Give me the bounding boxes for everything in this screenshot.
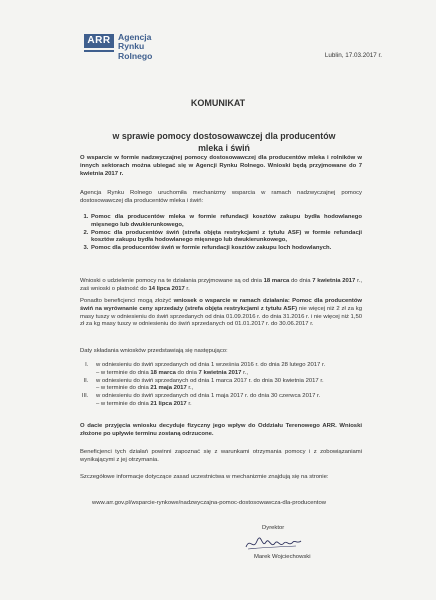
dates-period: w odniesieniu do świń sprzedanych od dnia 1 września 2016 r. do dnia 28 lutego 2017 r. — [96, 362, 326, 368]
asf-measure: wniosek o wsparcie w ramach działania: Pomoc dla producentów świń na wyrównanie ceny sprzedaży (strefa objęta restrykcjami z tytułu ASF) — [80, 298, 362, 312]
asf-text: Ponadto beneficjenci mogą złożyć — [80, 298, 174, 304]
dates-date: 21 lipca 2017 — [150, 400, 187, 407]
dates-period: w odniesieniu do świń sprzedanych od dnia 1 marca 2017 r. do dnia 30 kwietnia 2017 r. — [96, 377, 324, 384]
signatory-role: Dyrektor — [262, 525, 285, 531]
mechanisms-intro: Agencja Rynku Rolnego uruchomiła mechanizmy wsparcia w ramach nadzwyczajnej pomocy dostosowawczej dla producentów mleka i świń: — [80, 190, 362, 204]
deadline-date: 7 kwietnia 2017 — [312, 278, 356, 284]
deadline-date: 18 marca — [263, 278, 290, 284]
deadline-text: Wnioski o udzielenie pomocy na te działania przyjmowane są od dnia — [80, 278, 264, 284]
mechanisms-list — [80, 214, 362, 253]
dates-term: – w terminie do dnia — [96, 385, 151, 392]
dates-intro: Daty składania wniosków przedstawiają się następująco: — [80, 348, 228, 354]
mechanism-item: 1. Pomoc dla producentów mleka w formie refundacji kosztów zakupu bydła hodowlanego mięsnego lub dwukierunkowego, — [90, 214, 362, 230]
dates-period: w odniesieniu do świń sprzedanych od dnia 1 maja 2017 r. do dnia 30 czerwca 2017 r. — [96, 393, 321, 400]
logo-name — [118, 33, 188, 61]
dates-item — [90, 393, 362, 409]
asf-paragraph — [80, 298, 362, 329]
mechanism-item: 3. Pomoc dla producentów świń w formie refundacji kosztów zakupu loch hodowlanych. — [90, 245, 362, 253]
dates-date: 18 marca — [150, 369, 176, 376]
logo-mark: ARR — [84, 34, 114, 48]
dates-term: – w terminie do dnia — [96, 369, 151, 376]
logo-name-line: Rynku — [118, 41, 145, 52]
program-url[interactable]: www.arr.gov.pl/wsparcie-rynkowe/nadzwyczajna-pomoc-dostosowawcza-dla-producentow — [92, 500, 326, 506]
intro-paragraph: O wsparcie w formie nadzwyczajnej pomocy dostosowawczej dla producentów mleka i rolników w innych sektorach można ubiegać się w Agencji Rynku Rolnego. Wnioski będą przyjmowane do 7 kwietnia 2017 r. — [80, 155, 362, 177]
dates-item — [90, 362, 362, 378]
deadline-paragraph — [80, 278, 362, 294]
mechanism-item: 2. Pomoc dla producentów świń (strefa objęta restrykcjami z tytułu ASF) w formie refundacji kosztów zakupu bydła hodowlanego mięsnego lub dwukierunkowego, — [90, 230, 362, 246]
dates-term: – w terminie do dnia — [96, 400, 151, 407]
dates-term: r. — [186, 400, 192, 407]
signatory-name: Marek Wojciechowski — [254, 554, 311, 560]
arr-logo — [84, 34, 184, 68]
deadline-text: r., zaś wnioski o płatność do — [80, 278, 363, 292]
dates-term: r., — [241, 369, 248, 376]
logo-name-line: Rolnego — [118, 50, 153, 61]
document-subtitle: w sprawie pomocy dostosowawczej dla producentów mleka i świń — [112, 131, 336, 153]
place-date: Lublin, 17.03.2017 r. — [324, 52, 382, 59]
beneficiaries-paragraph: Beneficjenci tych działań powinni zapoznać się z warunkami otrzymania pomocy i z zobowiązaniami wynikającymi z jej otrzymania. — [80, 449, 362, 463]
document-title: KOMUNIKAT — [190, 98, 246, 108]
details-paragraph: Szczegółowe informacje dotyczące zasad uczestnictwa w mechanizmie znajdują się na stronie: — [80, 474, 329, 480]
asf-text: nie więcej niż 2 zł za kg masy tuszy w odniesieniu do świń sprzedanych od dnia 01.09.2016 r. do dnia 31.2016 r. i nie więcej niż 1,50 zł za kg masy tuszy w odniesieniu do świń sprzedanych od 01.01.2017 r. do 30.06.2017 r. — [80, 305, 362, 328]
dates-list — [80, 362, 362, 409]
dates-date: 7 kwietnia 2017 — [198, 369, 242, 376]
logo-name-line: Agencja — [118, 32, 152, 42]
deadline-text: r. — [184, 285, 190, 292]
deadline-date: 14 lipca 2017 — [148, 285, 185, 292]
notice-paragraph: O dacie przyjęcia wniosku decyduje fizyczny jego wpływ do Oddziału Terenowego ARR. Wnioski złożone po upływie terminu zostaną odrzucone. — [80, 423, 362, 437]
dates-date: 21 maja 2017 — [150, 385, 187, 392]
handwritten-signature — [244, 533, 304, 553]
dates-term: r., — [186, 385, 194, 392]
dates-item — [90, 378, 362, 394]
dates-term: do dnia — [175, 369, 199, 376]
deadline-text: do dnia — [289, 278, 313, 284]
